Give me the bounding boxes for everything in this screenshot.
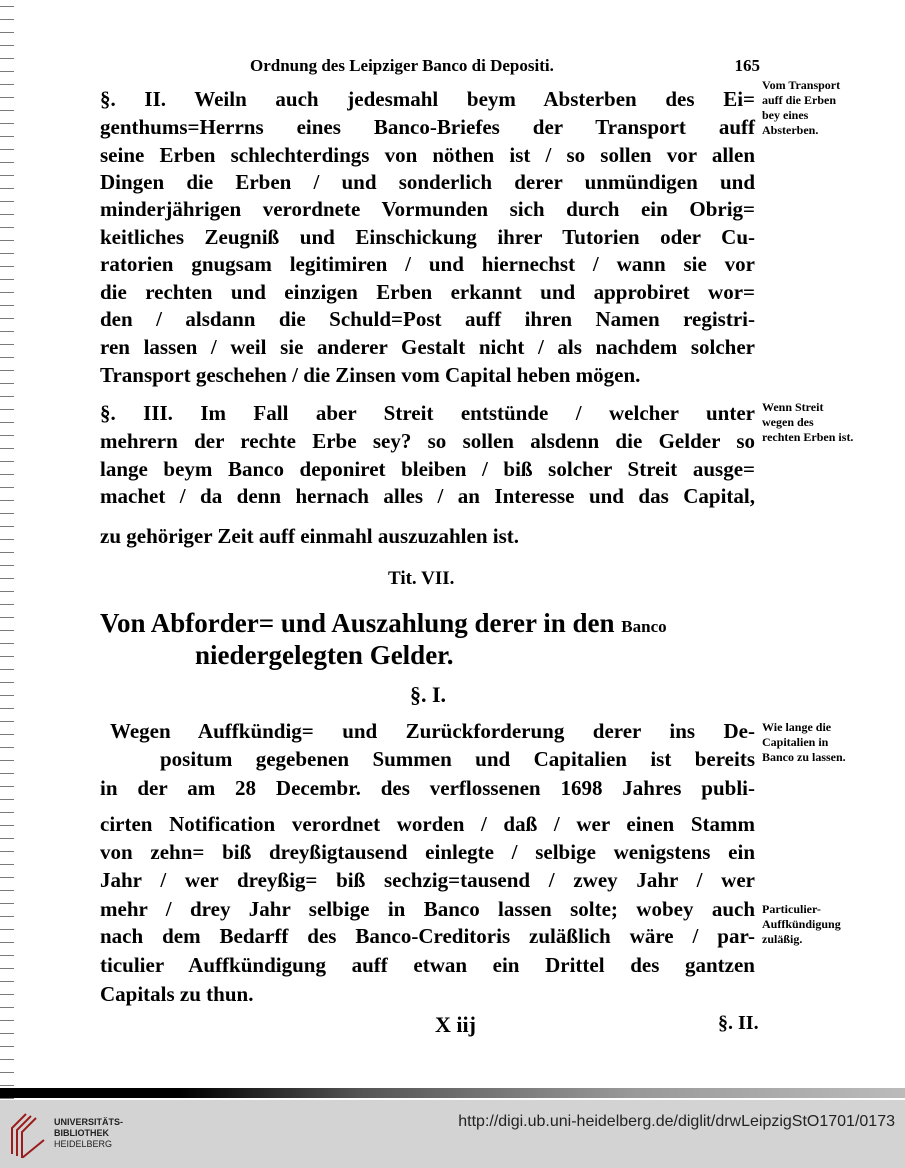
- text-line: ren lassen / weil sie anderer Gestalt nicht / als nachdem solcher: [100, 335, 755, 359]
- title-small: Banco: [621, 617, 667, 636]
- text-line: Dingen die Erben / und sonderlich derer unmündigen und: [100, 170, 755, 194]
- text-line: cirten Notification verordnet worden / daß / wer einen Stamm: [100, 812, 755, 836]
- text-line: lange beym Banco deponiret bleiben / biß solcher Streit ausge=: [100, 457, 755, 481]
- margin-note: Wie lange die Capitalien in Banco zu lassen.: [762, 720, 846, 764]
- text-line: keitliches Zeugniß und Einschickung ihrer Tutorien oder Cu-: [100, 225, 755, 249]
- section-1-heading: §. I.: [410, 682, 447, 707]
- library-line: UNIVERSITÄTS-: [54, 1117, 124, 1127]
- text-line: Transport geschehen / die Zinsen vom Capital heben mögen.: [100, 363, 641, 387]
- title-line-2: niedergelegten Gelder.: [195, 640, 454, 670]
- margin-note: Wenn Streit wegen des rechten Erben ist.: [762, 400, 854, 444]
- text-line: von zehn= biß dreyßigtausend einlegte / selbige wenigstens ein: [100, 840, 755, 864]
- text-line: Wegen Auffkündig= und Zurückforderung derer ins De-: [110, 719, 755, 743]
- library-line: HEIDELBERG: [54, 1139, 113, 1149]
- library-logo-icon: [8, 1110, 48, 1158]
- text-line: genthums=Herrns eines Banco-Briefes der Transport auff: [100, 115, 755, 139]
- text-line: §. II. Weiln auch jedesmahl beym Absterben des Ei=: [100, 87, 755, 111]
- text-line: Jahr / wer dreyßig= biß sechzig=tausend / zwey Jahr / wer: [100, 868, 755, 892]
- text-line: minderjährigen verordnete Vormunden sich durch ein Obrig=: [100, 197, 755, 221]
- library-line: BIBLIOTHEK: [54, 1128, 109, 1138]
- text-line: Capitals zu thun.: [100, 982, 254, 1006]
- text-line: mehrern der rechte Erbe sey? so sollen alsdenn die Gelder so: [100, 429, 755, 453]
- catchword: §. II.: [718, 1012, 759, 1034]
- signature-mark: X iij: [435, 1012, 476, 1037]
- text-line: den / alsdann die Schuld=Post auff ihren Namen registri-: [100, 307, 755, 331]
- title-line-1: [100, 608, 667, 639]
- source-url[interactable]: http://digi.ub.uni-heidelberg.de/diglit/drwLeipzigStO1701/0173: [458, 1113, 895, 1130]
- page-edge-bottom: [0, 1088, 905, 1098]
- title-number: Tit. VII.: [388, 568, 455, 589]
- margin-note: Particulier-Auffkündigung zuläßig.: [762, 902, 841, 946]
- footer-bar: [0, 1100, 905, 1168]
- margin-note: Vom Transport auff die Erben bey eines Absterben.: [762, 78, 841, 137]
- text-line: seine Erben schlechterdings von nöthen ist / so sollen vor allen: [100, 143, 755, 167]
- running-title: Ordnung des Leipziger Banco di Depositi.: [250, 56, 554, 75]
- text-line: nach dem Bedarff des Banco-Creditoris zuläßlich wäre / par-: [100, 924, 755, 948]
- library-name: [54, 1117, 123, 1150]
- running-header: [250, 56, 760, 76]
- text-line: §. III. Im Fall aber Streit entstünde / welcher unter: [100, 401, 755, 425]
- text-line: machet / da denn hernach alles / an Interesse und das Capital,: [100, 484, 755, 508]
- text-line: ratorien gnugsam legitimiren / und hiernechst / wann sie vor: [100, 252, 755, 276]
- text-line: mehr / drey Jahr selbige in Banco lassen solte; wobey auch: [100, 897, 755, 921]
- text-line: zu gehöriger Zeit auff einmahl auszuzahlen ist.: [100, 524, 520, 548]
- text-line: die rechten und einzigen Erben erkannt und approbiret wor=: [100, 280, 755, 304]
- page-edge-left: [0, 0, 14, 1100]
- text-line: positum gegebenen Summen und Capitalien ist bereits: [160, 747, 755, 771]
- page-number: 165: [734, 56, 760, 75]
- text-line: ticulier Auffkündigung auff etwan ein Drittel des gantzen: [100, 953, 755, 977]
- title-text: Von Abforder= und Auszahlung derer in den: [100, 608, 615, 638]
- text-line: in der am 28 Decembr. des verflossenen 1698 Jahres publi-: [100, 776, 755, 800]
